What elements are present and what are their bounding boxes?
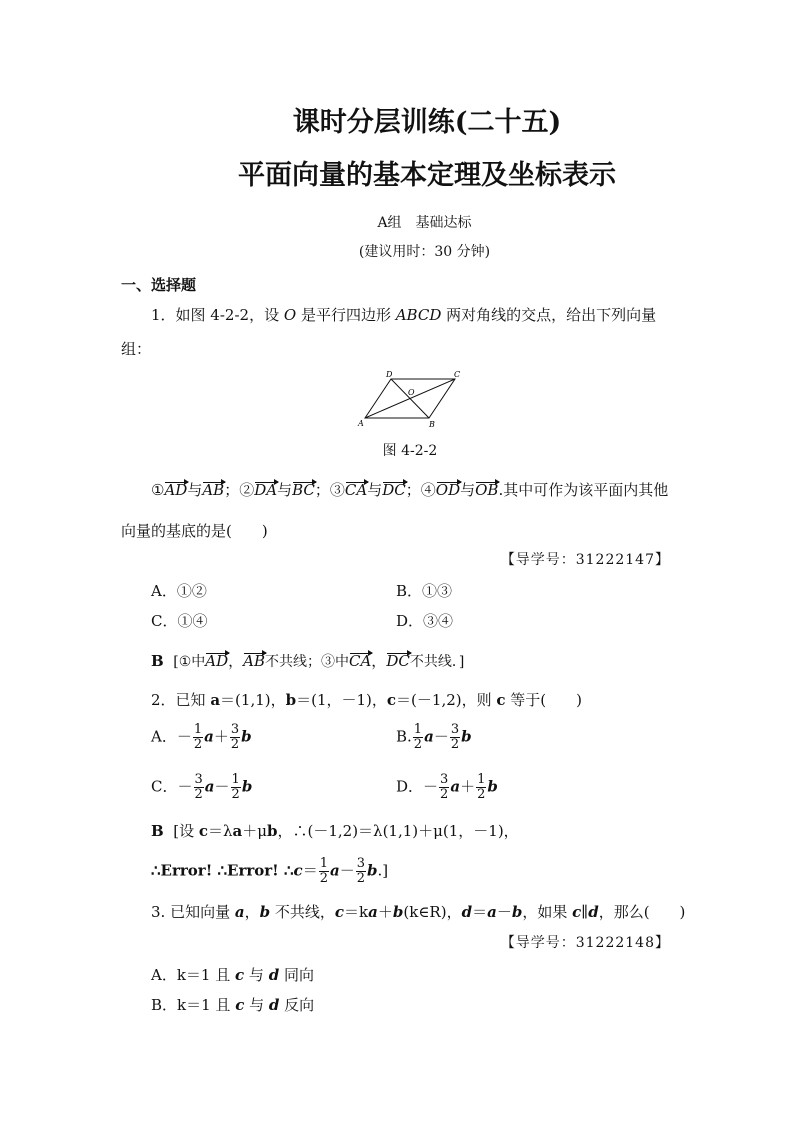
answer-text: ＋μ (242, 822, 267, 840)
denominator: 2 (193, 737, 203, 752)
time-hint: (建议用时：30 分钟) (358, 244, 491, 260)
group-3-num: ③ (329, 481, 345, 499)
q3-text: ∥ (581, 903, 589, 921)
vector-b: b (392, 903, 404, 921)
q1-stem-a: 1．如图 4-2-2，设 (151, 306, 284, 324)
q2-text: ＝(－1,2)，则 (396, 691, 497, 709)
fraction (413, 723, 423, 752)
vector-bc: BC (292, 481, 315, 499)
q2-option-b[interactable] (396, 723, 472, 752)
fraction (476, 773, 486, 802)
answer-letter: B (151, 652, 164, 670)
option-text: 与 (244, 966, 269, 984)
option-text: 同向 (279, 966, 314, 984)
vector-a: a (450, 777, 461, 796)
q1-stem-b: 是平行四边形 (296, 306, 396, 324)
q2-option-c[interactable] (151, 773, 252, 802)
fraction (356, 857, 366, 886)
q1-groups-tail: .其中可作为该平面内其他 (498, 481, 669, 499)
numerator: 1 (319, 856, 328, 871)
vector-a: a (210, 691, 221, 709)
vector-c: c (496, 691, 506, 709)
fraction (194, 773, 204, 802)
label-o: O (408, 388, 415, 397)
option-label: C． (151, 777, 178, 796)
figure-caption: 图 4-2-2 (382, 443, 438, 459)
fraction (230, 723, 240, 752)
q1-option-a[interactable]: A．①② (151, 582, 207, 600)
vector-ca: CA (344, 481, 368, 499)
q1-option-c[interactable]: C．①④ (151, 612, 208, 630)
option-label: B. (396, 727, 412, 746)
q3-text: ＋ (377, 903, 393, 921)
fraction (319, 857, 329, 886)
page-subtitle: 平面向量的基本定理及坐标表示 (238, 160, 616, 191)
conj: 与 (460, 481, 476, 499)
denominator: 2 (356, 871, 366, 886)
answer-text: 不共线；③中 (264, 654, 349, 670)
answer-text: ＝ (302, 861, 318, 880)
q1-point-o: O (283, 306, 297, 324)
vector-ad: AD (205, 652, 229, 670)
vector-ab: AB (243, 652, 265, 670)
vector-b: b (461, 727, 472, 746)
q3-text: (k∈R)， (403, 903, 462, 921)
q3-stem (151, 901, 685, 922)
page-title: 课时分层训练(二十五) (292, 107, 562, 138)
sign: － (177, 777, 193, 796)
numerator: 1 (231, 772, 240, 787)
group-2-num: ② (239, 481, 255, 499)
conj: 与 (277, 481, 293, 499)
group-1-num: ① (151, 481, 165, 499)
operator: － (433, 727, 449, 746)
option-text: A．k＝1 且 (151, 966, 236, 984)
q3-text: ，那么( ) (598, 903, 686, 921)
operator: ＋ (460, 777, 476, 796)
numerator: 1 (193, 722, 203, 737)
operator: － (214, 777, 230, 796)
denominator: 2 (477, 787, 486, 802)
vector-b: b (259, 903, 271, 921)
vector-b: b (241, 777, 253, 796)
answer-text: .] (377, 861, 389, 880)
numerator: 3 (194, 772, 203, 787)
denominator: 2 (450, 737, 460, 752)
q1-abcd: ABCD (395, 306, 442, 324)
vector-b: b (511, 903, 523, 921)
vector-d: d (588, 903, 599, 921)
vector-b: b (487, 777, 498, 796)
numerator: 3 (230, 722, 240, 737)
q1-groups-line (151, 479, 668, 500)
vector-dc: DC (382, 481, 406, 499)
answer-text: ＝λ (208, 822, 233, 840)
denominator: 2 (231, 787, 240, 802)
vector-ad: AD (164, 481, 188, 499)
answer-text: [设 (173, 822, 199, 840)
vector-c: c (235, 966, 245, 984)
vector-a: a (368, 903, 378, 921)
q3-text: ，如果 (522, 903, 573, 921)
vector-d: d (268, 966, 280, 984)
q3-text: － (496, 903, 512, 921)
sep: ； (224, 481, 240, 499)
fraction (439, 773, 449, 802)
fraction (231, 773, 241, 802)
vector-a: a (424, 727, 434, 746)
operator: － (339, 861, 355, 880)
q2-stem (151, 689, 582, 710)
q1-stem-line2: 组： (121, 340, 152, 358)
sign: － (423, 777, 439, 796)
q3-text: 3. 已知向量 (151, 903, 235, 921)
q2-text: ＝(1,1)， (220, 691, 286, 709)
q2-answer-line1 (151, 820, 519, 841)
numerator: 3 (440, 772, 449, 787)
vector-d: d (268, 996, 280, 1014)
answer-text: 不共线．] (409, 654, 465, 670)
q1-stem-c: 两对角线的交点，给出下列向量 (441, 306, 657, 324)
q3-text: 不共线， (270, 903, 335, 921)
q1-reference-number: 【导学号：31222147】 (500, 552, 670, 568)
vector-c: c (235, 996, 245, 1014)
section-heading: 一、选择题 (121, 276, 197, 294)
q2-text: 等于( ) (505, 691, 582, 709)
vector-a: a (232, 822, 243, 840)
denominator: 2 (413, 737, 423, 752)
answer-text: ∴Error! ∴Error! ∴ (151, 861, 294, 880)
q1-line3: 向量的基底的是( ) (121, 522, 268, 540)
vector-a: a (204, 777, 215, 796)
vector-b: b (285, 691, 297, 709)
vector-od: OD (435, 481, 461, 499)
option-text: 与 (244, 996, 269, 1014)
vector-a: a (234, 903, 245, 921)
fraction (450, 723, 460, 752)
numerator: 3 (450, 722, 460, 737)
q2-text: ＝(1，－1)， (296, 691, 387, 709)
vector-a: a (204, 727, 214, 746)
vector-c: c (386, 691, 397, 709)
q1-option-b[interactable]: B．①③ (396, 582, 453, 600)
numerator: 3 (356, 856, 366, 871)
answer-comma: ， (228, 652, 244, 670)
vector-b: b (241, 727, 252, 746)
label-c: C (454, 370, 461, 379)
q3-option-a[interactable] (151, 964, 314, 985)
sep: ； (405, 481, 421, 499)
option-text: 反向 (279, 996, 315, 1014)
answer-letter: B (151, 822, 164, 840)
answer-comma: ， (371, 652, 387, 670)
vector-b: b (267, 822, 278, 840)
q2-answer-line2 (151, 857, 388, 886)
answer-text: ，∴(－1,2)＝λ(1,1)＋μ(1，－1)， (277, 822, 519, 840)
q3-text: ＝k (344, 903, 369, 921)
vector-da: DA (254, 481, 278, 499)
sep: ； (314, 481, 330, 499)
denominator: 2 (230, 737, 240, 752)
label-d: D (386, 370, 393, 379)
denominator: 2 (194, 787, 203, 802)
numerator: 1 (477, 772, 486, 787)
vector-a: a (487, 903, 497, 921)
conj: 与 (367, 481, 383, 499)
q1-answer (151, 650, 464, 671)
q3-reference-number: 【导学号：31222148】 (500, 935, 670, 951)
q2-text: 2．已知 (151, 691, 211, 709)
group-label: A组 基础达标 (377, 215, 472, 231)
vector-c: c (334, 903, 345, 921)
group-4-num: ④ (420, 481, 436, 499)
option-label: A． (151, 727, 177, 746)
q1-option-d[interactable]: D．③④ (396, 612, 454, 630)
vector-c: c (198, 822, 208, 840)
q1-stem (151, 304, 656, 325)
vector-ob: OB (475, 481, 499, 499)
numerator: 1 (413, 722, 423, 737)
option-label: D． (396, 777, 424, 796)
operator: ＋ (213, 727, 229, 746)
vector-dc: DC (386, 652, 410, 670)
diagonal-bd (391, 379, 429, 418)
vector-a: a (329, 861, 340, 880)
denominator: 2 (319, 871, 328, 886)
vector-d: d (461, 903, 473, 921)
sign: － (176, 727, 192, 746)
conj: 与 (187, 481, 203, 499)
option-text: B．k＝1 且 (151, 996, 236, 1014)
vector-b: b (367, 861, 378, 880)
fraction (193, 723, 203, 752)
q3-text: ＝ (472, 903, 488, 921)
vector-ab: AB (202, 481, 225, 499)
denominator: 2 (440, 787, 449, 802)
vector-c: c (293, 861, 303, 880)
answer-text: [①中 (173, 654, 206, 670)
q2-option-a[interactable] (151, 723, 252, 752)
parallelogram-figure (355, 366, 465, 432)
label-b: B (429, 420, 435, 429)
q2-option-d[interactable] (396, 773, 498, 802)
vector-c: c (572, 903, 582, 921)
vector-ca: CA (348, 652, 372, 670)
q3-text: ， (244, 903, 260, 921)
label-a: A (358, 419, 364, 428)
q3-option-b[interactable] (151, 994, 314, 1015)
